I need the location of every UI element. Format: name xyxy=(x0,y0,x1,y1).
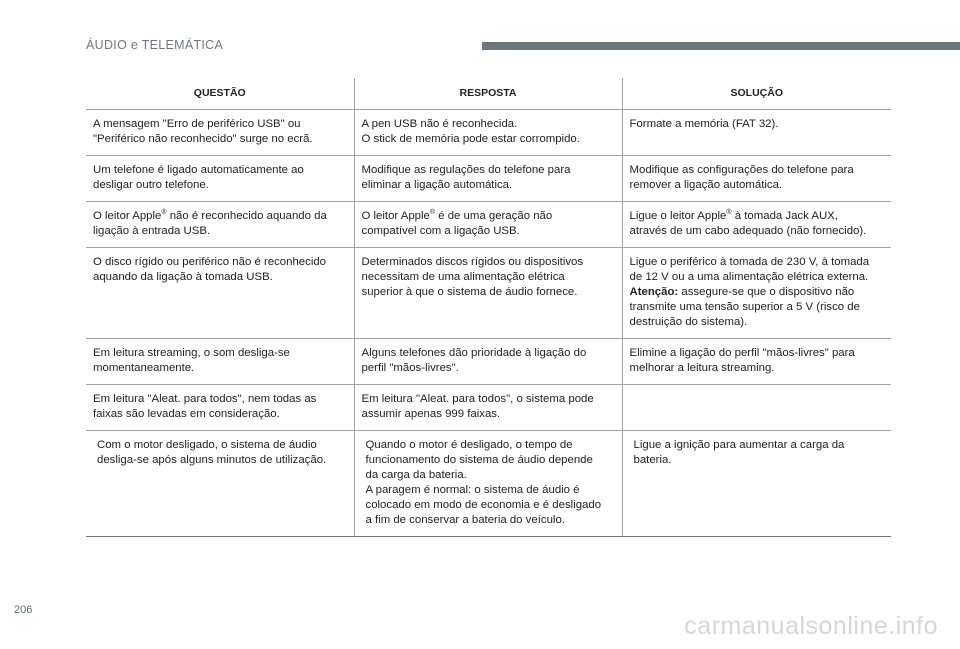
cell-text: bateria. xyxy=(633,454,672,466)
header-bar xyxy=(482,42,960,50)
solution-cell xyxy=(622,248,891,339)
solution-cell xyxy=(622,110,891,156)
cell-text: colocado em modo de economia e é desligado xyxy=(365,499,602,511)
cell-text xyxy=(630,209,885,224)
cell-text: Ligue o periférico à tomada de 230 V, à tomada xyxy=(629,256,870,268)
cell-text: transmite uma tensão superior a 5 V (risco de xyxy=(629,301,860,313)
registered-mark: ® xyxy=(161,209,167,217)
cell-text: necessitam de uma alimentação elétrica xyxy=(361,271,565,283)
cell-text-part: é de uma geração não xyxy=(435,210,553,222)
cell-text: A paragem é normal: o sistema de áudio é xyxy=(365,484,580,496)
table-row xyxy=(86,431,891,537)
cell-text: Ligue a ignição para aumentar a carga da xyxy=(633,439,845,451)
cell-text: funcionamento do sistema de áudio depende xyxy=(365,454,593,466)
registered-mark: ® xyxy=(726,209,732,217)
page-number: 206 xyxy=(14,604,33,616)
question-cell xyxy=(86,110,354,156)
solution-cell-empty xyxy=(622,385,891,431)
cell-text xyxy=(630,285,885,300)
cell-text: assumir apenas 999 faixas. xyxy=(361,408,501,420)
cell-text: destruição do sistema). xyxy=(629,316,748,328)
cell-text: ligação à entrada USB. xyxy=(93,225,211,237)
cell-text: remover a ligação automática. xyxy=(629,179,783,191)
table-row xyxy=(86,110,891,156)
table-row xyxy=(86,248,891,339)
cell-text: desligar outro telefone. xyxy=(93,179,209,191)
table-header-row xyxy=(86,78,891,110)
cell-text: A pen USB não é reconhecida. xyxy=(361,118,518,130)
table-row xyxy=(86,339,891,385)
cell-text: faixas são levadas em consideração. xyxy=(93,408,280,420)
cell-text: Modifique as configurações do telefone para xyxy=(629,164,854,176)
table-row xyxy=(86,156,891,202)
cell-text: Em leitura streaming, o som desliga-se xyxy=(93,347,290,359)
cell-text: Em leitura "Aleat. para todos", nem todas as xyxy=(93,393,317,405)
registered-mark: ® xyxy=(429,209,436,217)
cell-text: Formate a memória (FAT 32). xyxy=(629,118,779,130)
table-row xyxy=(86,202,891,248)
section-title: ÁUDIO e TELEMÁTICA xyxy=(86,38,224,52)
question-cell xyxy=(86,339,354,385)
watermark: carmanualsonline.info xyxy=(684,612,938,640)
cell-text-part: Ligue o leitor Apple xyxy=(629,210,727,222)
cell-text: O stick de memória pode estar corrompido. xyxy=(361,133,580,145)
solution-cell xyxy=(622,202,891,248)
cell-text-part: à tomada Jack AUX, xyxy=(731,210,838,222)
answer-cell xyxy=(354,202,622,248)
cell-text: melhorar a leitura streaming. xyxy=(629,362,775,374)
question-cell xyxy=(86,385,354,431)
cell-text: desliga-se após alguns minutos de utilização. xyxy=(97,454,327,466)
solution-cell xyxy=(622,431,891,537)
answer-cell xyxy=(354,339,622,385)
cell-text: da carga da bateria. xyxy=(365,469,467,481)
column-header-answer: RESPOSTA xyxy=(354,78,622,110)
cell-text: Quando o motor é desligado, o tempo de xyxy=(365,439,573,451)
cell-text: A mensagem "Erro de periférico USB" ou xyxy=(93,118,301,130)
cell-text: através de um cabo adequado (não fornecido). xyxy=(629,225,867,237)
cell-text: superior à que o sistema de áudio fornece. xyxy=(361,286,578,298)
question-cell xyxy=(86,202,354,248)
cell-text: Modifique as regulações do telefone para xyxy=(361,164,571,176)
answer-cell xyxy=(354,431,622,537)
cell-text xyxy=(93,209,347,224)
cell-text: Com o motor desligado, o sistema de áudio xyxy=(97,439,317,451)
cell-text: a fim de conservar a bateria do veículo. xyxy=(365,514,565,526)
table-row xyxy=(86,385,891,431)
cell-text: perfil "mãos-livres". xyxy=(361,362,459,374)
cell-text: Determinados discos rígidos ou dispositivos xyxy=(361,256,584,268)
answer-cell xyxy=(354,248,622,339)
cell-text: aquando da ligação à tomada USB. xyxy=(93,271,273,283)
cell-text: "Periférico não reconhecido" surge no ecrã. xyxy=(93,133,313,145)
solution-cell xyxy=(622,339,891,385)
cell-text: eliminar a ligação automática. xyxy=(361,179,513,191)
cell-text: Em leitura "Aleat. para todos", o sistema pode xyxy=(361,393,594,405)
column-header-solution: SOLUÇÃO xyxy=(622,78,891,110)
question-cell xyxy=(86,431,354,537)
cell-text: compatível com a ligação USB. xyxy=(361,225,520,237)
cell-text: O disco rígido ou periférico não é reconhecido xyxy=(93,256,327,268)
answer-cell xyxy=(354,110,622,156)
cell-text-part: assegure-se que o dispositivo não xyxy=(678,286,855,298)
cell-text: de 12 V ou a uma alimentação elétrica externa. xyxy=(629,271,869,283)
solution-cell xyxy=(622,156,891,202)
cell-text: Alguns telefones dão prioridade à ligação do xyxy=(361,347,587,359)
cell-text xyxy=(362,209,615,224)
cell-text: Elimine a ligação do perfil "mãos-livres" para xyxy=(629,347,855,359)
cell-text: Um telefone é ligado automaticamente ao xyxy=(93,164,304,176)
column-header-question: QUESTÃO xyxy=(86,78,354,110)
cell-text-part: não é reconhecido aquando da xyxy=(166,210,327,222)
warning-label: Atenção: xyxy=(629,286,679,298)
cell-text-part: O leitor Apple xyxy=(361,210,430,222)
cell-text: momentaneamente. xyxy=(93,362,195,374)
question-cell xyxy=(86,156,354,202)
question-cell xyxy=(86,248,354,339)
faq-table xyxy=(86,78,891,537)
answer-cell xyxy=(354,156,622,202)
cell-text-part: O leitor Apple xyxy=(93,210,162,222)
answer-cell xyxy=(354,385,622,431)
